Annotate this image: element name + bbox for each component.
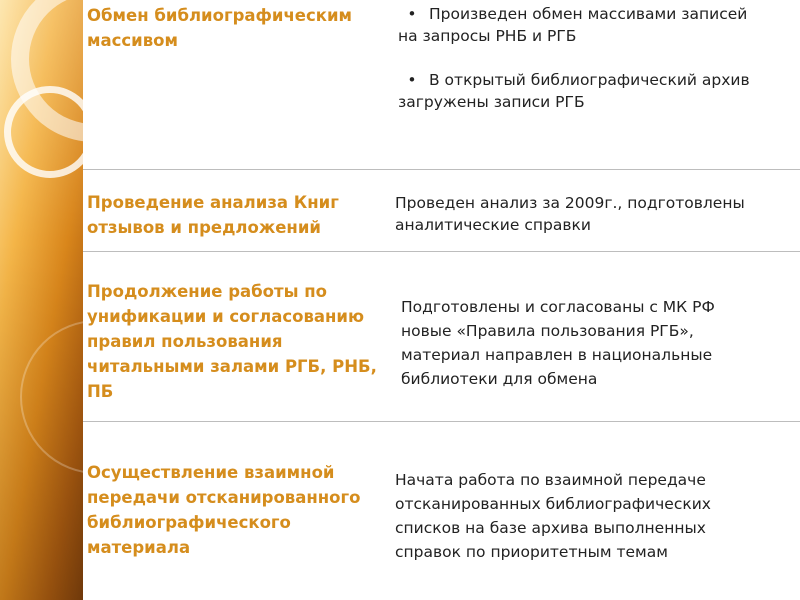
row-heading-line: Осуществление взаимной xyxy=(87,463,335,482)
table-row xyxy=(83,252,800,422)
row-heading-line: Продолжение работы по xyxy=(87,282,327,301)
row-result-line: библиотеки для обмена xyxy=(401,370,598,388)
row-result-line: новые «Правила пользования РГБ», xyxy=(401,322,694,340)
bullet-icon: • xyxy=(407,71,417,89)
table-row xyxy=(83,0,800,170)
report-table xyxy=(83,0,800,600)
row-result-line: Проведен анализ за 2009г., подготовлены xyxy=(395,194,745,212)
row-heading-line: Проведение анализа Книг xyxy=(87,193,339,212)
list-item-text: на запросы РНБ и РГБ xyxy=(398,27,577,45)
row-heading-line: материала xyxy=(87,538,191,557)
row-heading xyxy=(87,460,387,560)
row-heading-line: библиографического xyxy=(87,513,291,532)
row-result-line: аналитические справки xyxy=(395,216,591,234)
row-heading xyxy=(87,190,387,240)
row-result-line: отсканированных библиографических xyxy=(395,495,711,513)
table-row xyxy=(83,422,800,600)
row-result-line: справок по приоритетным темам xyxy=(395,543,668,561)
table-row xyxy=(83,170,800,252)
list-item xyxy=(395,3,795,25)
row-result xyxy=(395,468,795,564)
row-heading-line: правил пользования xyxy=(87,332,283,351)
row-heading-line: Обмен библиографическим xyxy=(87,6,352,25)
decorative-side-band xyxy=(0,0,83,600)
row-result-line: Подготовлены и согласованы с МК РФ xyxy=(401,298,715,316)
row-heading xyxy=(87,279,387,404)
row-result-line: Начата работа по взаимной передаче xyxy=(395,471,706,489)
row-result xyxy=(395,3,795,113)
row-result-line: списков на базе архива выполненных xyxy=(395,519,706,537)
row-heading-line: передачи отсканированного xyxy=(87,488,361,507)
row-result xyxy=(395,192,795,236)
list-item-text: загружены записи РГБ xyxy=(398,93,585,111)
row-heading-line: унификации и согласованию xyxy=(87,307,365,326)
row-result-line: материал направлен в национальные xyxy=(401,346,713,364)
row-heading-line: отзывов и предложений xyxy=(87,218,321,237)
list-item xyxy=(395,69,795,91)
row-heading-line: массивом xyxy=(87,31,179,50)
row-result xyxy=(401,295,791,391)
row-heading-line: ПБ xyxy=(87,382,114,401)
row-heading xyxy=(87,3,387,53)
list-item-text: В открытый библиографический архив xyxy=(429,71,750,89)
bullet-icon: • xyxy=(407,5,417,23)
list-item-text: Произведен обмен массивами записей xyxy=(429,5,748,23)
row-heading-line: читальными залами РГБ, РНБ, xyxy=(87,357,377,376)
